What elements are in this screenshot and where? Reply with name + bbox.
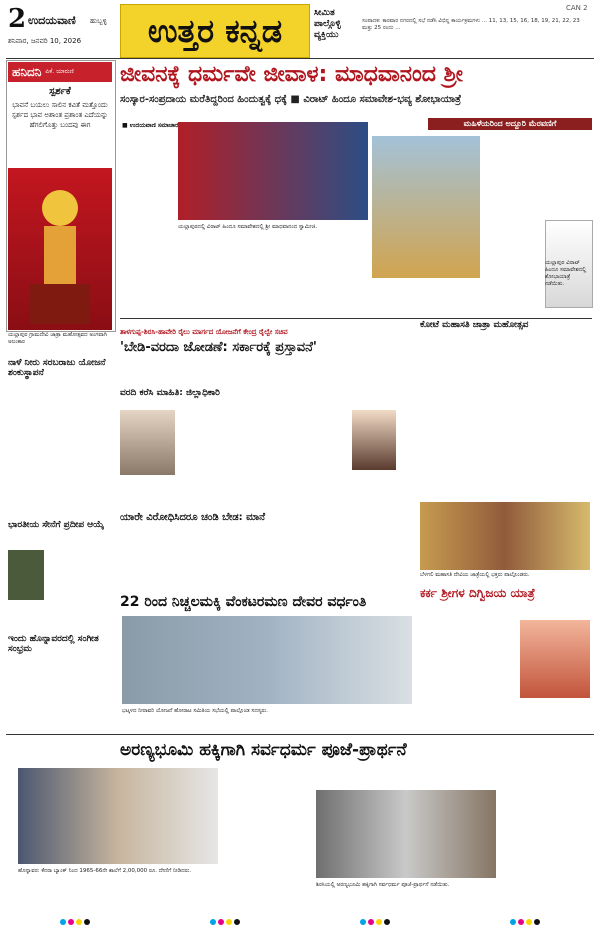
lead-headline: ಜೀವನಕ್ಕೆ ಧರ್ಮವೇ ಜೀವಾಳ: ಮಾಧವಾನಂದ ಶ್ರೀ bbox=[120, 62, 463, 87]
woman-photo bbox=[352, 410, 396, 470]
section-banner: ಉತ್ತರ ಕನ್ನಡ bbox=[120, 4, 310, 58]
jatra-head: ಕೋಟೆ ಮಹಾಸತಿ ಜಾತ್ರಾ ಮಹೋತ್ಸವ bbox=[420, 320, 529, 330]
karka-headline: ಕರ್ಕ ಶ್ರೀಗಳ ದಿಗ್ವಿಜಯ ಯಾತ್ರೆ bbox=[420, 586, 535, 600]
lead-strip: ಮಹಿಳೆಯರಿಂದ ಅದ್ದೂರಿ ಮೆರವಣಿಗೆ bbox=[428, 118, 592, 130]
top-note: ಸಂಪಾದಕ: ಕಾರವಾರ ನಗರದಲ್ಲಿ ಸಭೆ ನಡೆಸಿ ವಿಭಿನ್ನ ಕಾರ್ಯಕ್ರಮಗಳು ... 11, 13, 15, 16, 18, 19, 21, 22, 23 ಮತ್ತು 25 ರಂದು ... bbox=[362, 18, 580, 31]
crowd-photo bbox=[420, 502, 590, 570]
goddess-caption: ಯಲ್ಲಾಪುರ ಗ್ರಾಮದೇವಿ ಜಾತ್ರಾ ಮಹೋತ್ಸವದ ಅಂಗವಾಗಿ ಅಲಂಕಾರ bbox=[8, 332, 107, 345]
lower-rule bbox=[6, 734, 594, 735]
bank-photo bbox=[18, 768, 218, 864]
left-side-title: ನಾಳೆ ನೀರು ಸರಬರಾಜು ಯೋಜನೆ ಶಂಕುಸ್ಥಾಪನೆ bbox=[8, 358, 106, 378]
lead-byline: ■ ಉದಯವಾಣಿ ಸಮಾಚಾರ bbox=[122, 122, 179, 129]
mid-sub-head: ಯಾರೇ ವಿರೋಧಿಸಿದರೂ ಚಂಡಿ ಬೇಡ: ಮಾನೆ bbox=[120, 512, 266, 523]
prayer-photo bbox=[316, 790, 496, 878]
stage-photo bbox=[178, 122, 368, 220]
print-marks bbox=[0, 910, 600, 918]
lead-subhead: ಸಂಸ್ಕಾರ-ಸಂಪ್ರದಾಯ ಮರೆತಿದ್ದರಿಂದ ಹಿಂದುತ್ವಕ್ಕೆ ಧಕ್ಕೆ ■ ವಿರಾಟ್ ಹಿಂದೂ ಸಮಾವೇಶ-ಭವ್ಯ ಶೋಭಾಯಾತ್ರೆ bbox=[120, 94, 462, 105]
brand-name: ಉದಯವಾಣಿ bbox=[28, 14, 76, 27]
honidani-header bbox=[8, 62, 112, 82]
side-caption: ಯಲ್ಲಾಪುರ ವಿರಾಟ್ ಹಿಂದೂ ಸಮಾವೇಶದಲ್ಲಿ ಶೋಭಾಯಾತ್ರೆ ನಡೆಯಿತು. bbox=[545, 260, 587, 287]
left-side-text bbox=[8, 380, 116, 520]
honidani-tag: ಪಿಕೆ. ಯಾರುಣಿ bbox=[45, 68, 74, 75]
goddess-figure bbox=[8, 168, 112, 330]
swami-photo bbox=[520, 620, 590, 698]
mid-headline: 'ಬೇಡಿ-ವರದಾ ಜೋಡಣೆ: ಸರ್ಕಾರಕ್ಕೆ ಪ್ರಸ್ತಾವನೆ' bbox=[120, 340, 317, 355]
soldier-photo bbox=[8, 550, 44, 600]
mid-pre: ತಾಳಗುಪ್ಪ-ಶಿರಸಿ-ಹಾವೇರಿ ರೈಲು ಮಾರ್ಗದ ಯೋಜನೆಗೆ ಕೇಂದ್ರ ರೈಲ್ವೇ ಸಚಿವ bbox=[120, 328, 288, 336]
poem-text: ಭಾವನೆ ಬಯಲು ಸಾಲಿನ ಕವಿತೆ ಮತ್ತೊಂದು ಸ್ಪರ್ಶದ ಭಾವ ಅಶಾಂತ ಪ್ರಶಾಂತ ಎದೆಯನ್ನು ಹೆಗಲಿಗೊತ್ತು ಬಂದವು ಈಗ bbox=[11, 101, 109, 129]
bank-caption: ಹೊನ್ನಾವರ: ಕೆನರಾ ಬ್ಯಾಂಕ್ ನಿಂದ 1965-66ನೇ ಶಾಲೆಗೆ 2,00,000 ರೂ. ದೇಣಿಗೆ ನೀಡಿದರು. bbox=[18, 868, 192, 874]
left-side-title2: ಭಾರತೀಯ ಸೇನೆಗೆ ಪ್ರದೀಪ ಆಯ್ಕೆ bbox=[8, 520, 104, 530]
official-photo bbox=[120, 410, 175, 475]
honidani-brand: ಹನಿದನಿ bbox=[12, 64, 42, 79]
ideo-title: ಸೀಮಿತ ಪಾಲ್ಗೊಳ್ಳಿ ವ್ಯಕ್ತಿಯು bbox=[314, 8, 341, 40]
crowd-caption: ಬೆಳಗಲಿ ಮಹಾಸತಿ ದೇವಿಯ ಜಾತ್ರೆಯಲ್ಲಿ ಭಕ್ತರು ಪಾಲ್ಗೊಂಡರು. bbox=[420, 572, 530, 578]
aranya-headline: ಅರಣ್ಯಭೂಮಿ ಹಕ್ಕಿಗಾಗಿ ಸರ್ವಧರ್ಮ ಪೂಜೆ-ಪ್ರಾರ್ಥನೆ bbox=[120, 740, 407, 760]
stage-caption: ಯಲ್ಲಾಪುರದಲ್ಲಿ ವಿರಾಟ್ ಹಿಂದೂ ಸಮಾವೇಶದಲ್ಲಿ ಶ್ರೀ ಮಾಧವಾನಂದ ಸ್ವಾಮೀಜಿ. bbox=[178, 224, 318, 230]
meeting-caption: ಭಟ್ಕಳದ ನೀರಾವರಿ ಯೋಜನೆ ಹೋರಾಟ ಸಮಿತಿಯ ಸಭೆಯಲ್ಲಿ ಪಾಲ್ಗೊಂಡ ಸದಸ್ಯರು. bbox=[122, 708, 268, 714]
header-rule bbox=[6, 58, 594, 59]
goddess-photo bbox=[8, 168, 112, 330]
procession-photo bbox=[372, 136, 480, 278]
page-code: CAN 2 bbox=[566, 4, 588, 12]
meeting-photo bbox=[122, 616, 412, 704]
poem-title: ಸ್ಪರ್ಶಕೆ bbox=[49, 86, 71, 97]
brand-side: ಹುಬ್ಬಳ್ಳಿ bbox=[90, 17, 107, 25]
venkat-headline: 22 ರಿಂದ ನಿಚ್ಚಲಮಕ್ಕಿ ವೆಂಕಟರಮಣ ದೇವರ ವರ್ಧಂತಿ bbox=[120, 594, 367, 610]
prayer-caption: ಶಿರಸಿಯಲ್ಲಿ ಅರಣ್ಯಭೂಮಿ ಹಕ್ಕಿಗಾಗಿ ಸರ್ವಧರ್ಮ ಪೂಜೆ-ಪ್ರಾರ್ಥನೆ ನಡೆಯಿತು. bbox=[316, 882, 450, 888]
left-side-title3: ಇಂದು ಹೊನ್ನಾವರದಲ್ಲಿ ಸಂಗೀತ ಸಂಭ್ರಮ bbox=[8, 634, 99, 654]
mid-side-head: ವರದಿ ಕರೆಸಿ ಮಾಹಿತಿ: ಜಿಲ್ಲಾಧಿಕಾರಿ bbox=[120, 388, 220, 398]
page-number: 2 bbox=[8, 4, 27, 34]
date-line: ಶನಿವಾರ, ಜನವರಿ 10, 2026 bbox=[8, 37, 82, 45]
mid-rule bbox=[120, 318, 592, 319]
